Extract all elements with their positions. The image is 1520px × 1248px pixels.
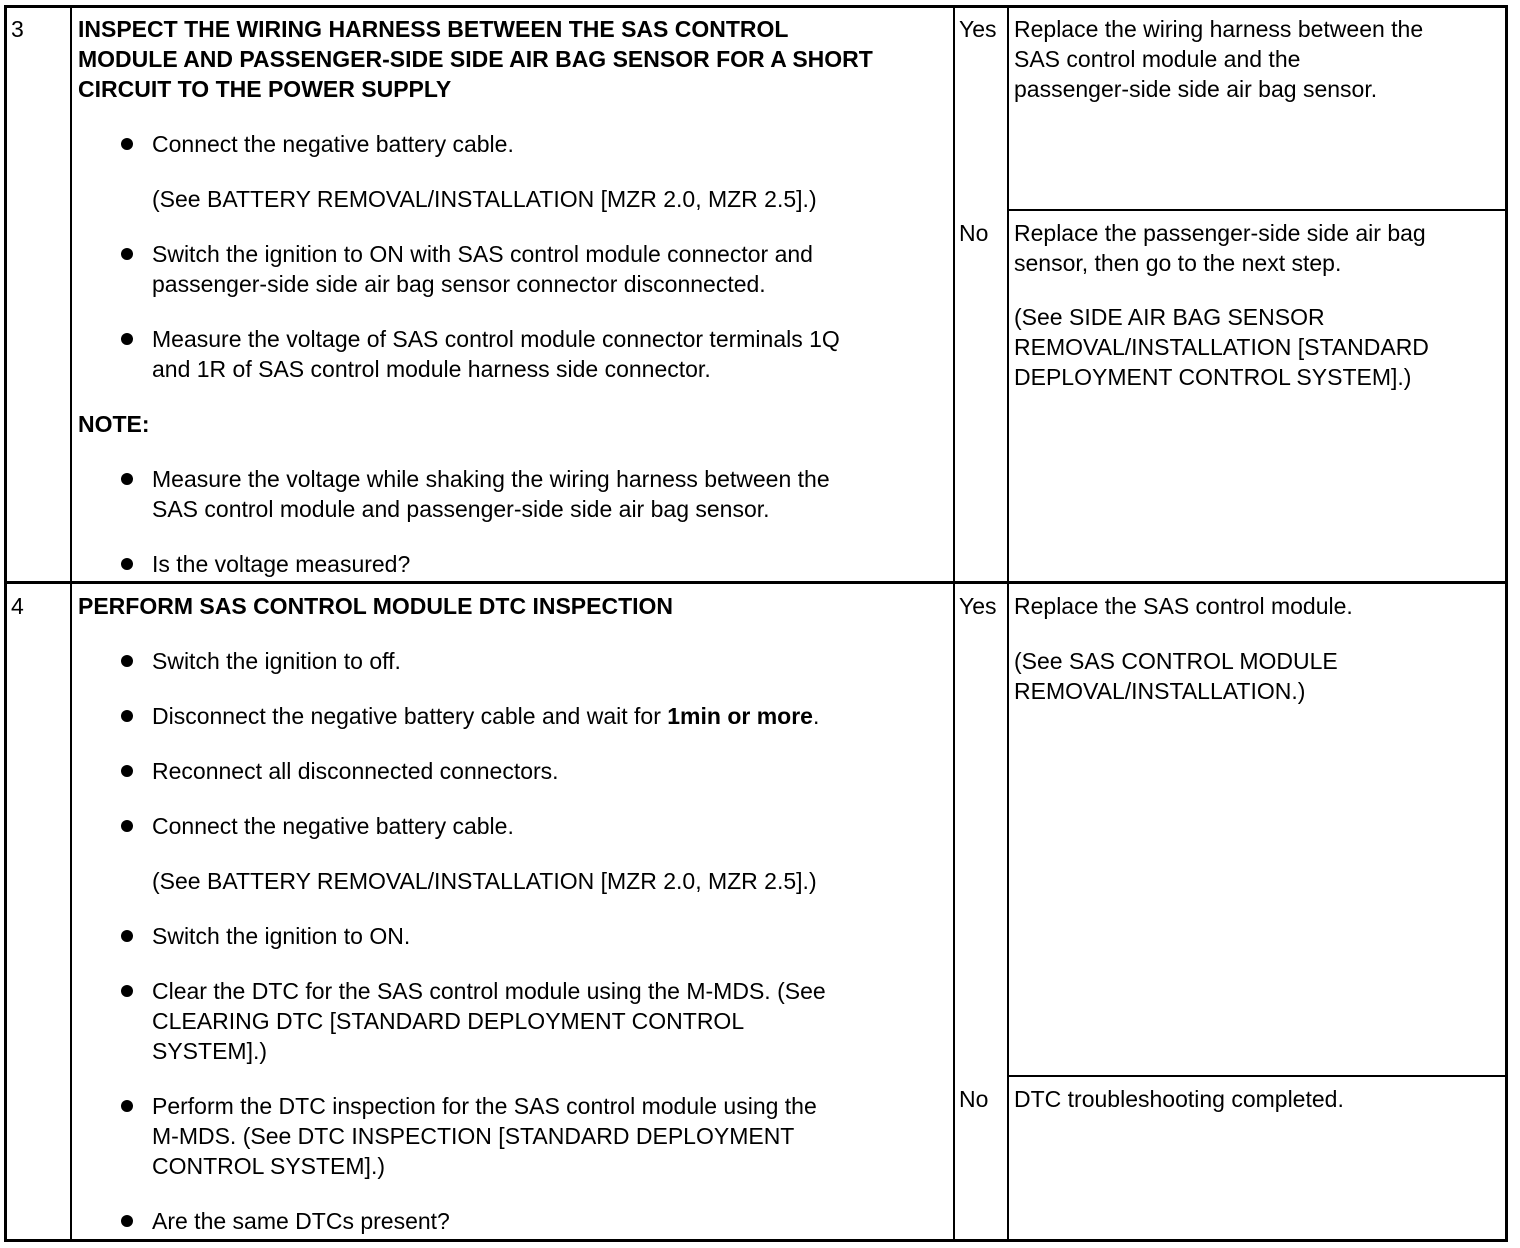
column-divider-result [1007,6,1009,1241]
bullet-icon [121,248,133,260]
divider-step4-yes-no [1008,1075,1506,1077]
instruction-text: Measure the voltage while shaking the wiring harness between the [152,466,830,492]
instruction-text: Clear the DTC for the SAS control module using the M-MDS. (See [152,978,826,1004]
instruction-text: M-MDS. (See DTC INSPECTION [STANDARD DEPLOYMENT [152,1123,795,1149]
instruction-text: Switch the ignition to ON. [152,923,411,949]
divider-step3-yes-no [1008,209,1506,211]
yes-reference-text: (See SAS CONTROL MODULE [1014,648,1338,674]
yes-reference-text: REMOVAL/INSTALLATION.) [1014,678,1306,704]
no-result-text: sensor, then go to the next step. [1014,250,1342,276]
no-reference-text: REMOVAL/INSTALLATION [STANDARD [1014,334,1429,360]
instruction-text: CLEARING DTC [STANDARD DEPLOYMENT CONTROL [152,1008,745,1034]
step-title-line: MODULE AND PASSENGER-SIDE SIDE AIR BAG SENSOR FOR A SHORT [78,46,873,72]
no-reference-text: (See SIDE AIR BAG SENSOR [1014,304,1325,330]
bullet-icon [121,1100,133,1112]
column-divider-step [70,6,72,1241]
bullet-icon [121,985,133,997]
note-label: NOTE: [78,411,150,437]
bullet-icon [121,710,133,722]
no-label: No [959,1086,989,1112]
yes-result-text: passenger-side side air bag sensor. [1014,76,1378,102]
instruction-text-end: . [812,703,820,729]
column-divider-action [953,6,955,1241]
no-result-text: Replace the passenger-side side air bag [1014,220,1426,246]
question-text: Is the voltage measured? [152,551,411,577]
bullet-icon [121,473,133,485]
step-title-line: CIRCUIT TO THE POWER SUPPLY [78,76,452,102]
no-reference-text: DEPLOYMENT CONTROL SYSTEM].) [1014,364,1412,390]
instruction-text: Reconnect all disconnected connectors. [152,758,559,784]
instruction-text: passenger-side side air bag sensor connector disconnected. [152,271,766,297]
yes-result-text: SAS control module and the [1014,46,1301,72]
instruction-text [152,701,819,731]
no-label: No [959,220,989,246]
yes-result-text: Replace the wiring harness between the [1014,16,1424,42]
bullet-icon [121,333,133,345]
yes-label: Yes [959,593,997,619]
bullet-icon [121,138,133,150]
instruction-text: Measure the voltage of SAS control module connector terminals 1Q [152,326,840,352]
instruction-text: SAS control module and passenger-side side air bag sensor. [152,496,770,522]
reference-text: (See BATTERY REMOVAL/INSTALLATION [MZR 2.0, MZR 2.5].) [152,186,817,212]
step-title: PERFORM SAS CONTROL MODULE DTC INSPECTION [78,593,674,619]
step-number: 3 [11,16,24,42]
no-result-text: DTC troubleshooting completed. [1014,1086,1344,1112]
instruction-text: CONTROL SYSTEM].) [152,1153,385,1179]
bullet-icon [121,655,133,667]
step-title-line: INSPECT THE WIRING HARNESS BETWEEN THE SAS CONTROL [78,16,789,42]
instruction-text: Perform the DTC inspection for the SAS control module using the [152,1093,817,1119]
bullet-icon [121,1215,133,1227]
instruction-text: Switch the ignition to off. [152,648,401,674]
bullet-icon [121,558,133,570]
yes-label: Yes [959,16,997,42]
bullet-icon [121,765,133,777]
reference-text: (See BATTERY REMOVAL/INSTALLATION [MZR 2.0, MZR 2.5].) [152,868,817,894]
question-text: Are the same DTCs present? [152,1208,450,1234]
instruction-text: SYSTEM].) [152,1038,268,1064]
instruction-text: Connect the negative battery cable. [152,813,514,839]
wait-time-emphasis: 1min or more [667,703,813,729]
instruction-text: Connect the negative battery cable. [152,131,514,157]
instruction-text: Switch the ignition to ON with SAS control module connector and [152,241,813,267]
divider-step3-step4 [6,581,1506,584]
bullet-icon [121,820,133,832]
instruction-text-part: Disconnect the negative battery cable and wait for [152,703,668,729]
instruction-text: and 1R of SAS control module harness side connector. [152,356,711,382]
yes-result-text: Replace the SAS control module. [1014,593,1353,619]
step-number: 4 [11,593,24,619]
bullet-icon [121,930,133,942]
